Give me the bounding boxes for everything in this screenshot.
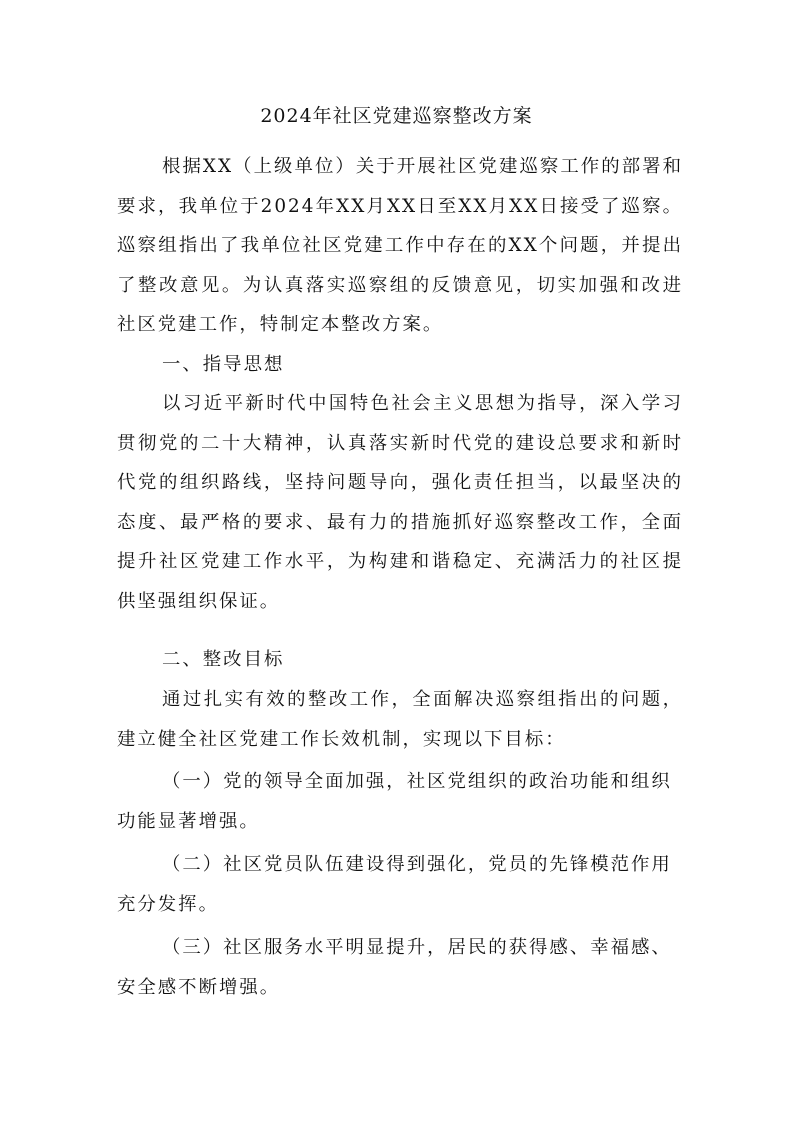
document-title: 2024年社区党建巡察整改方案 xyxy=(260,105,533,127)
rectification-goals-paragraph: 通过扎实有效的整改工作，全面解决巡察组指出的问题，建立健全社区党建工作长效机制，实现以下目标： xyxy=(117,689,683,750)
section-heading-rectification-goals: 二、整改目标 xyxy=(162,649,285,670)
goal-item-3: （三）社区服务水平明显提升，居民的获得感、幸福感、安全感不断增强。 xyxy=(117,937,672,998)
intro-paragraph: 根据XX（上级单位）关于开展社区党建巡察工作的部署和要求，我单位于2024年XX月XX日至XX月XX日接受了巡察。巡察组指出了我单位社区党建工作中存在的XX个问题，并提出了整改意见。为认真落实巡察组的反馈意见，切实加强和改进社区党建工作，特制定本整改方案。 xyxy=(117,156,683,335)
goal-item-1: （一）党的领导全面加强，社区党组织的政治功能和组织功能显著增强。 xyxy=(117,771,672,832)
goal-item-2: （二）社区党员队伍建设得到强化，党员的先锋模范作用充分发挥。 xyxy=(117,854,672,915)
guiding-ideology-paragraph: 以习近平新时代中国特色社会主义思想为指导，深入学习贯彻党的二十大精神，认真落实新时代党的建设总要求和新时代党的组织路线，坚持问题导向，强化责任担当，以最坚决的态度、最严格的要求、最有力的措施抓好巡察整改工作，全面提升社区党建工作水平，为构建和谐稳定、充满活力的社区提供坚强组织保证。 xyxy=(117,393,683,612)
section-heading-guiding-ideology: 一、指导思想 xyxy=(162,354,285,375)
